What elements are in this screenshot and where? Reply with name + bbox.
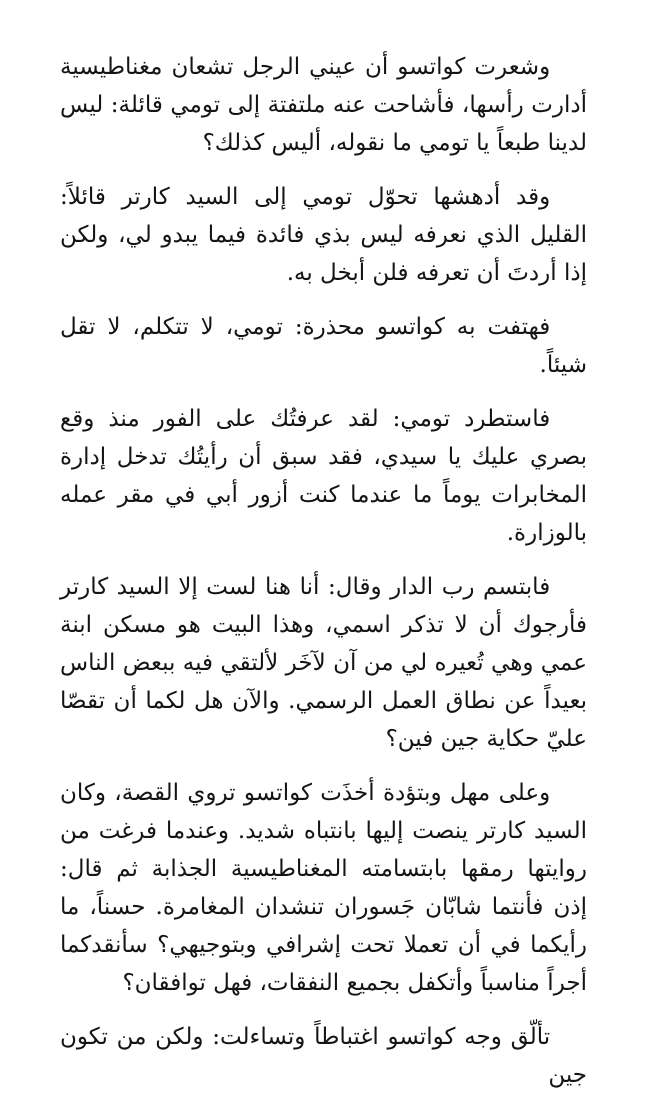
paragraph-1: وشعرت كواتسو أن عيني الرجل تشعان مغناطيسية أدارت رأسها، فأشاحت عنه ملتفتة إلى تومي قائلة: ليس لدينا طبعاً يا تومي ما نقوله، أليس كذلك؟ xyxy=(60,54,587,156)
paragraph-3: فهتفت به كواتسو محذرة: تومي، لا تتكلم، لا تقل شيئاً. xyxy=(60,314,587,378)
paragraph-5: فابتسم رب الدار وقال: أنا هنا لست إلا السيد كارتر فأرجوك أن لا تذكر اسمي، وهذا البيت هو مسكن ابنة عمي وهي تُعيره لي من آن لآخَر لألتقي فيه ببعض الناس بعيداً عن نطاق العمل الرسمي. والآن هل لكما أن تقصّا عليّ حكاية جين فين؟ xyxy=(60,574,587,752)
paragraph-4: فاستطرد تومي: لقد عرفتُك على الفور منذ وقع بصري عليك يا سيدي، فقد سبق أن رأيتُك تدخل إدارة المخابرات يوماً ما عندما كنت أزور أبي في مقر عمله بالوزارة. xyxy=(60,406,587,546)
paragraph-2: وقد أدهشها تحوّل تومي إلى السيد كارتر قائلاً: القليل الذي نعرفه ليس بذي فائدة فيما يبدو لي، ولكن إذا أردتَ أن تعرفه فلن أبخل به. xyxy=(60,184,587,286)
document-page xyxy=(60,48,587,1088)
paragraph-7: تألّق وجه كواتسو اغتباطاً وتساءلت: ولكن من تكون جين xyxy=(60,1024,587,1088)
paragraph-6: وعلى مهل وبتؤدة أخذَت كواتسو تروي القصة، وكان السيد كارتر ينصت إليها بانتباه شديد. وعندما فرغت من روايتها رمقها بابتسامته المغناطيسية الجذابة ثم قال: إذن فأنتما شابّان جَسوران تنشدان المغامرة. حسناً، ما رأيكما في أن تعملا تحت إشرافي وبتوجيهي؟ سأنقدكما أجراً مناسباً وأتكفل بجميع النفقات، فهل توافقان؟ xyxy=(60,780,587,996)
